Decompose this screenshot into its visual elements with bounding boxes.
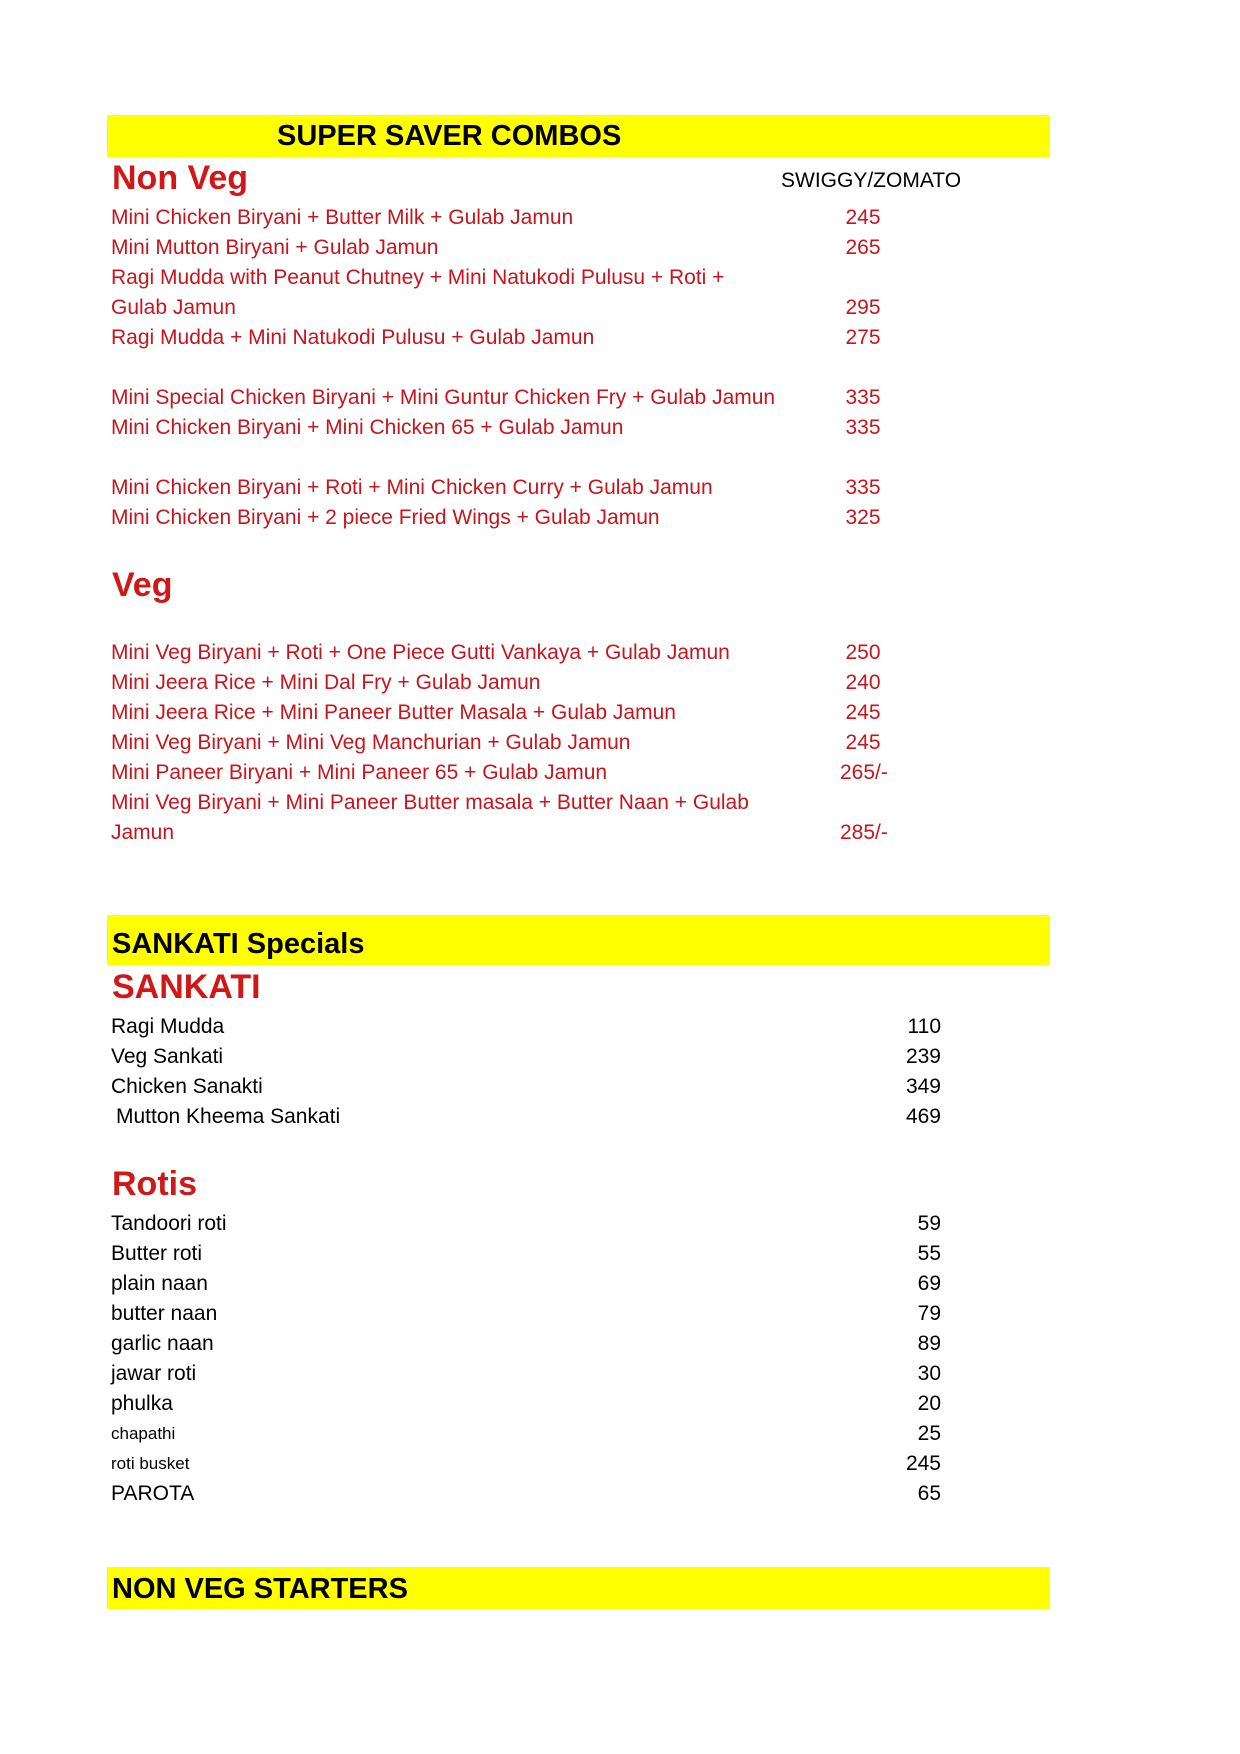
item-name: Mini Veg Biryani + Roti + One Piece Gutti Vankaya + Gulab Jamun [111,641,730,664]
item-name: Mini Jeera Rice + Mini Paneer Butter Masala + Gulab Jamun [111,701,676,724]
item-price: 65 [917,1482,941,1505]
item-price: 335 [845,416,881,439]
item-name: Mini Chicken Biryani + Butter Milk + Gulab Jamun [111,206,574,229]
item-price: 110 [907,1015,941,1038]
item-name: phulka [111,1392,173,1415]
menu-item [0,1449,1240,1479]
item-name: plain naan [111,1272,208,1295]
menu-item [0,1102,1240,1132]
menu-item [0,203,1240,233]
menu-item [0,263,1240,293]
item-name: Ragi Mudda + Mini Natukodi Pulusu + Gulab Jamun [111,326,595,349]
menu-item [0,758,1240,788]
sankati-banner-title: SANKATI Specials [112,928,365,960]
menu-item-continued [0,293,1240,323]
item-price: 79 [917,1302,941,1325]
item-price: 30 [917,1362,941,1385]
item-price: 239 [905,1045,941,1068]
item-price: 469 [905,1105,941,1128]
menu-item [0,668,1240,698]
item-name: PAROTA [111,1482,195,1505]
menu-item [0,1419,1240,1449]
starters-banner [107,1567,1050,1609]
item-name: Butter roti [111,1242,203,1265]
item-name: Mini Special Chicken Biryani + Mini Guntur Chicken Fry + Gulab Jamun [111,386,776,409]
menu-item [0,638,1240,668]
item-name: Mini Veg Biryani + Mini Paneer Butter masala + Butter Naan + Gulab [111,791,749,814]
item-price: 69 [917,1272,941,1295]
item-name: Veg Sankati [111,1045,224,1068]
menu-item [0,1299,1240,1329]
item-price: 285/- [840,821,888,844]
menu-item [0,503,1240,533]
menu-item [0,788,1240,818]
item-name: garlic naan [111,1332,214,1355]
item-price: 59 [917,1212,941,1235]
nonveg-heading: Non Veg [112,159,249,197]
menu-item [0,1072,1240,1102]
menu-item [0,1209,1240,1239]
item-price: 245 [845,731,881,754]
menu-item [0,413,1240,443]
item-name: butter naan [111,1302,218,1325]
item-name: Mini Paneer Biryani + Mini Paneer 65 + Gulab Jamun [111,761,608,784]
item-name-continued: Gulab Jamun [111,296,236,319]
menu-item [0,698,1240,728]
item-price: 55 [917,1242,941,1265]
menu-item [0,1479,1240,1509]
item-price: 20 [917,1392,941,1415]
sankati-heading: SANKATI [112,968,261,1006]
item-name: Chicken Sanakti [111,1075,263,1098]
sankati-banner [107,915,1050,965]
item-price: 265 [845,236,881,259]
item-name: Tandoori roti [111,1212,227,1235]
item-name: roti busket [111,1454,190,1473]
menu-item [0,1269,1240,1299]
item-name: chapathi [111,1424,176,1443]
menu-item [0,1389,1240,1419]
price-column-label: SWIGGY/ZOMATO [781,169,962,192]
menu-item [0,323,1240,353]
item-price: 245 [845,701,881,724]
item-price: 275 [845,326,881,349]
item-name: Mini Jeera Rice + Mini Dal Fry + Gulab Jamun [111,671,541,694]
menu-item [0,1239,1240,1269]
item-name: Mutton Kheema Sankati [116,1105,341,1128]
menu-item [0,383,1240,413]
item-price: 245 [845,206,881,229]
item-price: 349 [905,1075,941,1098]
menu-item [0,1042,1240,1072]
item-price: 245 [905,1452,941,1475]
item-price: 295 [845,296,881,319]
starters-banner-title: NON VEG STARTERS [112,1573,408,1605]
combos-banner-title: SUPER SAVER COMBOS [277,120,622,152]
item-price: 25 [917,1422,941,1445]
item-price: 335 [845,476,881,499]
item-price: 240 [845,671,881,694]
item-name: Mini Chicken Biryani + 2 piece Fried Wings + Gulab Jamun [111,506,660,529]
item-price: 265/- [840,761,888,784]
combos-banner [107,115,1050,157]
item-name: Ragi Mudda [111,1015,225,1038]
rotis-heading: Rotis [112,1165,197,1203]
menu-item [0,1329,1240,1359]
menu-item [0,1359,1240,1389]
item-price: 335 [845,386,881,409]
item-name: Mini Chicken Biryani + Roti + Mini Chicken Curry + Gulab Jamun [111,476,713,499]
menu-item [0,1012,1240,1042]
menu-item [0,473,1240,503]
item-name: Ragi Mudda with Peanut Chutney + Mini Natukodi Pulusu + Roti + [111,266,725,289]
menu-item [0,233,1240,263]
item-price: 89 [917,1332,941,1355]
item-name: jawar roti [111,1362,197,1385]
item-name: Mini Mutton Biryani + Gulab Jamun [111,236,439,259]
item-price: 250 [845,641,881,664]
item-name: Mini Chicken Biryani + Mini Chicken 65 + Gulab Jamun [111,416,624,439]
item-name: Mini Veg Biryani + Mini Veg Manchurian + Gulab Jamun [111,731,631,754]
veg-heading: Veg [112,566,173,604]
menu-item [0,728,1240,758]
menu-item-continued [0,818,1240,848]
item-price: 325 [845,506,881,529]
item-name-continued: Jamun [111,821,175,844]
